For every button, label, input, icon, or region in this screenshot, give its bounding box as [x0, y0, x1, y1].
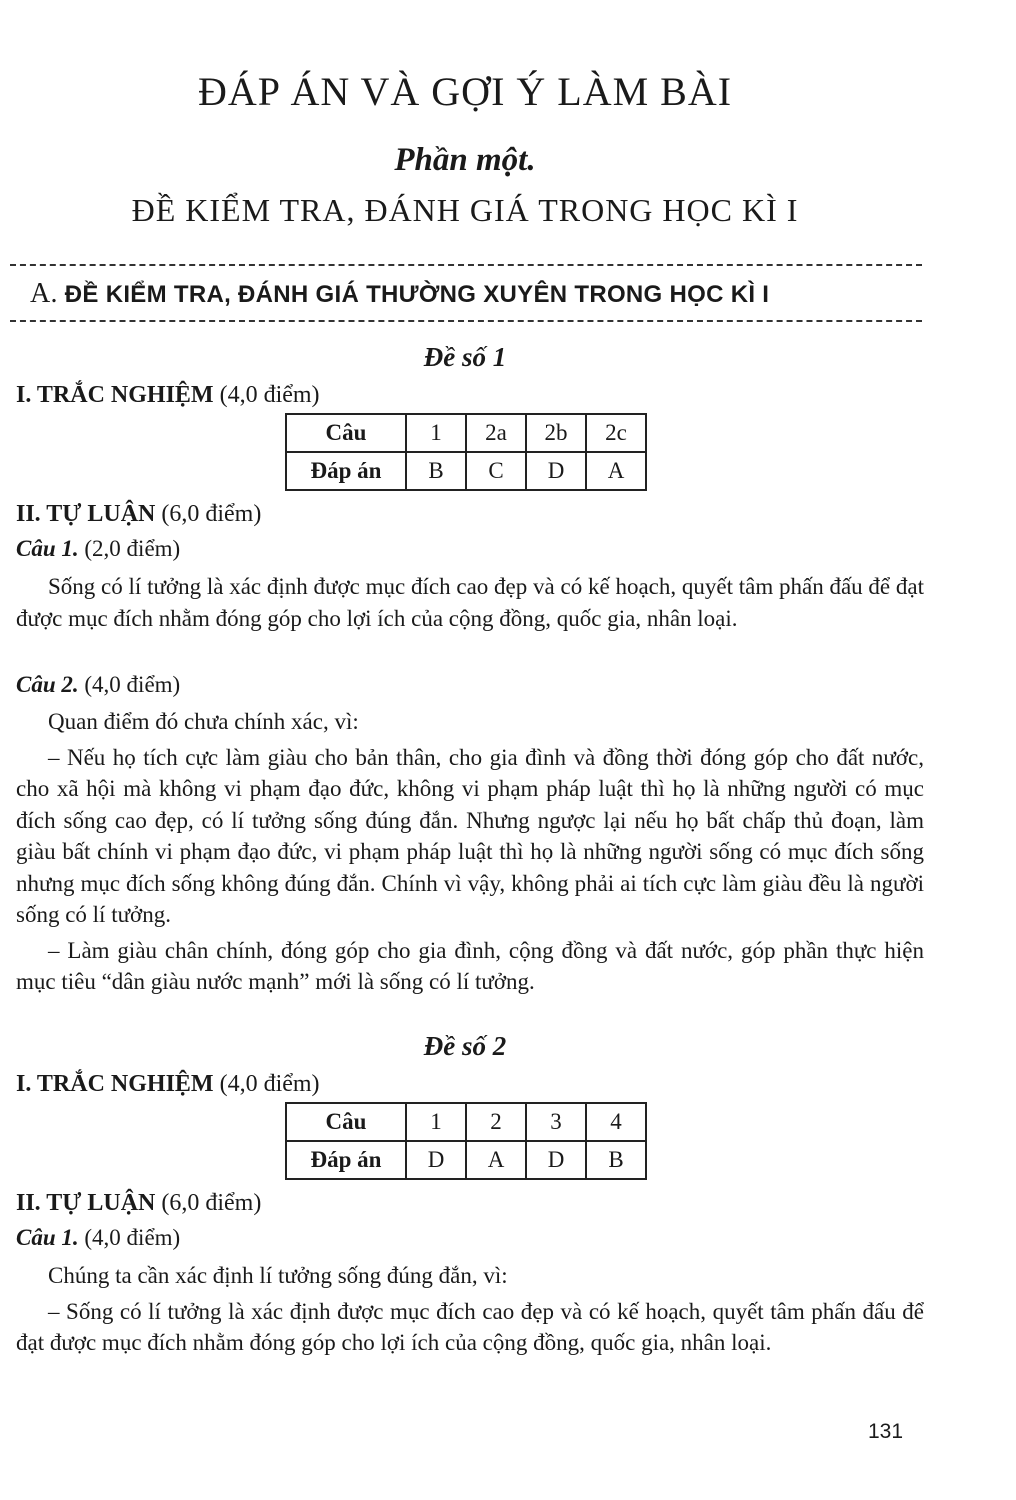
exam-2-multiple-choice-heading: [16, 1071, 320, 1098]
paragraph: Sống có lí tưởng là xác định được mục đích cao đẹp và có kế hoạch, quyết tâm phấn đấu để đạt được mục đích nhằm đóng góp cho lợi ích của cộng đồng, quốc gia, nhân loại.: [16, 574, 924, 631]
heading-label: I. TRẮC NGHIỆM: [16, 382, 214, 408]
exam-2-essay-heading: [16, 1190, 261, 1217]
heading-label: I. TRẮC NGHIỆM: [16, 1071, 214, 1097]
part-heading: Phần một.: [394, 142, 536, 178]
answer-cell: D: [526, 1141, 586, 1179]
answer-cell: B: [406, 452, 466, 490]
section-heading: [30, 278, 769, 310]
question-points: (4,0 điểm): [78, 672, 181, 697]
exam-1-question-1-label: [16, 536, 180, 562]
exam-1-question-2-answer: [16, 706, 924, 998]
paragraph: – Sống có lí tưởng là xác định được mục đích cao đẹp và có kế hoạch, quyết tâm phấn đấu để đạt được mục đích nhằm đóng góp cho lợi ích của cộng đồng, quốc gia, nhân loại.: [16, 1298, 924, 1355]
heading-label: II. TỰ LUẬN: [16, 1190, 156, 1216]
question-cell: 1: [406, 414, 466, 452]
table-row-questions: [286, 1103, 646, 1141]
table-row-answers: [286, 1141, 646, 1179]
page-number: 131: [868, 1420, 904, 1443]
question-label: Câu 1.: [16, 536, 79, 561]
paragraph: – Làm giàu chân chính, đóng góp cho gia đình, cộng đồng và đất nước, góp phần thực hiện mục tiêu “dân giàu nước mạnh” mới là sống có lí tưởng.: [16, 937, 924, 994]
answer-cell: D: [406, 1141, 466, 1179]
row-label: Đáp án: [286, 1141, 406, 1179]
question-cell: 2c: [586, 414, 646, 452]
exam-2-question-1-answer: [16, 1260, 924, 1359]
exam-1-question-2-label: [16, 672, 180, 698]
question-cell: 3: [526, 1103, 586, 1141]
exam-1-question-1-answer: [16, 571, 924, 634]
question-cell: 2a: [466, 414, 526, 452]
answer-cell: A: [466, 1141, 526, 1179]
exam-1-essay-heading: [16, 501, 261, 528]
heading-points: (6,0 điểm): [155, 501, 262, 527]
paragraph: – Nếu họ tích cực làm giàu cho bản thân, cho gia đình và đồng thời đóng góp cho đất nước, cho xã hội mà không vi phạm đạo đức, không vi phạm pháp luật thì họ là những người có mục đích sống cao đẹp, có lí tưởng sống đúng đắn. Nhưng ngược lại nếu họ bất chấp thủ đoạn, làm giàu bất chính vi phạm đạo đức, vi phạm pháp luật thì họ là những người sống có mục đích sống nhưng mục đích sống không đúng đắn. Chính vì vậy, không phải ai tích cực làm giàu đều là người sống có lí tưởng.: [16, 744, 924, 927]
question-cell: 2b: [526, 414, 586, 452]
answer-cell: C: [466, 452, 526, 490]
exam-2-answer-table: [285, 1102, 647, 1180]
table-row-answers: [286, 452, 646, 490]
exam-1-answer-table: [285, 413, 647, 491]
paragraph: Quan điểm đó chưa chính xác, vì:: [48, 709, 359, 734]
exam-2-title: Đề số 2: [423, 1031, 507, 1061]
question-points: (2,0 điểm): [78, 536, 181, 561]
divider-bottom: [10, 320, 922, 322]
exam-1-title: Đề số 1: [423, 342, 507, 372]
section-title: ĐỀ KIỂM TRA, ĐÁNH GIÁ THƯỜNG XUYÊN TRONG HỌC KÌ I: [64, 281, 770, 308]
question-label: Câu 1.: [16, 1225, 79, 1250]
heading-label: II. TỰ LUẬN: [16, 501, 156, 527]
divider-top: [10, 264, 922, 266]
question-cell: 2: [466, 1103, 526, 1141]
heading-points: (4,0 điểm): [213, 382, 320, 408]
row-label: Đáp án: [286, 452, 406, 490]
question-points: (4,0 điểm): [78, 1225, 181, 1250]
section-letter: A.: [30, 278, 58, 309]
answer-cell: D: [526, 452, 586, 490]
exam-2-question-1-label: [16, 1225, 180, 1251]
paragraph: Chúng ta cần xác định lí tưởng sống đúng đắn, vì:: [48, 1263, 508, 1288]
table-row-questions: [286, 414, 646, 452]
answer-cell: A: [586, 452, 646, 490]
row-label: Câu: [286, 414, 406, 452]
page-title: ĐÁP ÁN VÀ GỢI Ý LÀM BÀI: [197, 69, 733, 114]
question-cell: 4: [586, 1103, 646, 1141]
question-label: Câu 2.: [16, 672, 79, 697]
exam-1-multiple-choice-heading: [16, 382, 320, 409]
part-subtitle: ĐỀ KIỂM TRA, ĐÁNH GIÁ TRONG HỌC KÌ I: [131, 192, 799, 228]
answer-cell: B: [586, 1141, 646, 1179]
question-cell: 1: [406, 1103, 466, 1141]
heading-points: (4,0 điểm): [213, 1071, 320, 1097]
row-label: Câu: [286, 1103, 406, 1141]
heading-points: (6,0 điểm): [155, 1190, 262, 1216]
